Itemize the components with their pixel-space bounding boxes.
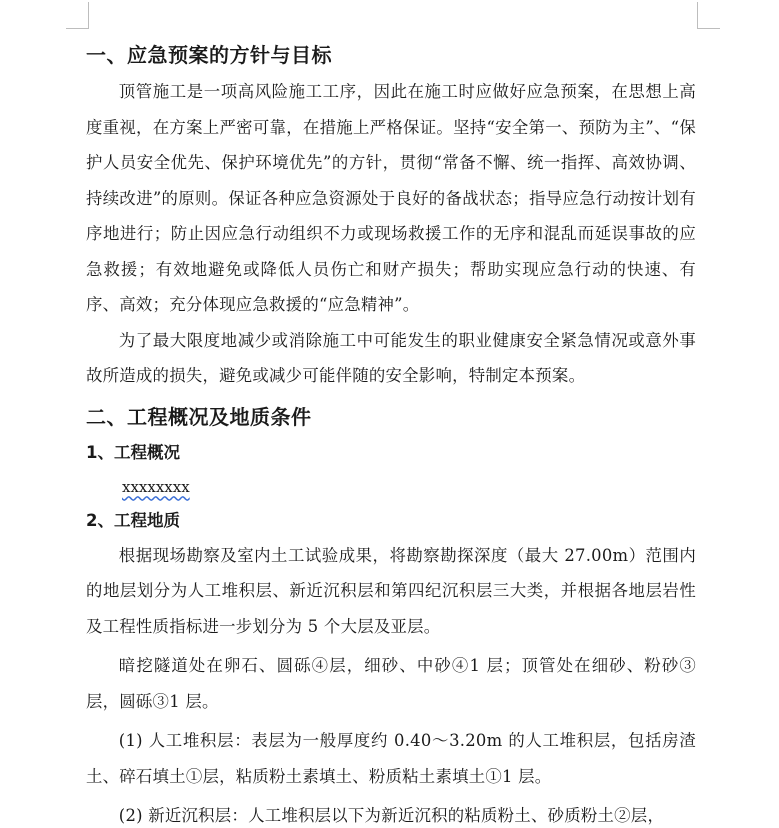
section2-heading: 二、工程概况及地质条件	[86, 404, 312, 429]
subsection1-heading: 1、工程概况	[86, 442, 180, 462]
subsection2-heading: 2、工程地质	[86, 510, 180, 530]
geology-paragraph-1: 根据现场勘察及室内土工试验成果，将勘察勘探深度（最大 27.00m）范围内的地层划分为人工堆积层、新近沉积层和第四纪沉积层三大类，并根据各地层岩性及工程性质指标进一步划分为 5 个大层及亚层。	[86, 545, 696, 636]
section1-paragraph-2: 为了最大限度地减少或消除施工中可能发生的职业健康安全紧急情况或意外事故所造成的损失，避免或减少可能伴随的安全影响，特制定本预案。	[86, 330, 696, 385]
geology-paragraph-2: 暗挖隧道处在卵石、圆砾④层，细砂、中砂④1 层；顶管处在细砂、粉砂③层，圆砾③1 层。	[86, 656, 696, 711]
page-corner-mark-top-right	[697, 2, 720, 29]
section1-heading: 一、应急预案的方针与目标	[86, 43, 332, 67]
document-body	[86, 40, 696, 828]
geology-paragraph-3: (1) 人工堆积层：表层为一般厚度约 0.40～3.20m 的人工堆积层，包括房渣土、碎石填土①层，粘质粉土素填土、粉质粘土素填土①1 层。	[86, 731, 696, 786]
geology-paragraph-4: (2) 新近沉积层：人工堆积层以下为新近沉积的粘质粉土、砂质粉土②层，	[118, 806, 665, 825]
page-corner-mark-top-left	[66, 2, 89, 29]
project-overview-placeholder: xxxxxxxx	[122, 477, 190, 496]
section1-paragraph-1: 顶管施工是一项高风险施工工序，因此在施工时应做好应急预案，在思想上高度重视，在方案上严密可靠，在措施上严格保证。坚持“安全第一、预防为主”、“保护人员安全优先、保护环境优先”的方针，贯彻“常备不懈、统一指挥、高效协调、持续改进”的原则。保证各种应急资源处于良好的备战状态；指导应急行动按计划有序地进行；防止因应急行动组织不力或现场救援工作的无序和混乱而延误事故的应急救援；有效地避免或降低人员伤亡和财产损失；帮助实现应急行动的快速、有序、高效；充分体现应急救援的“应急精神”。	[86, 82, 696, 314]
